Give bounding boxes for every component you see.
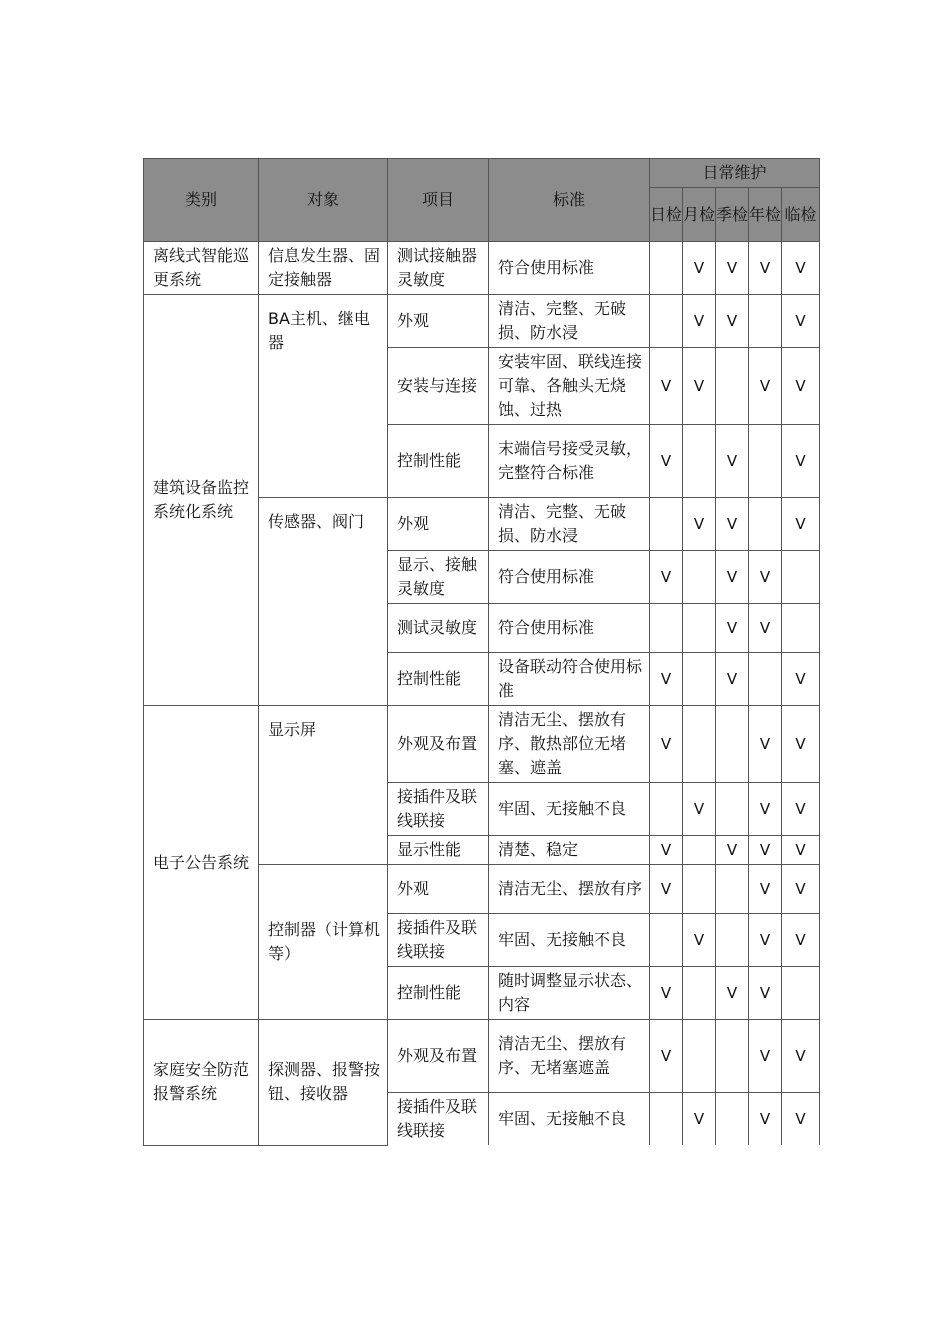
standard-cell: 牢固、无接触不良 <box>489 783 650 836</box>
standard-cell: 符合使用标准 <box>489 551 650 604</box>
yearly-check-cell: V <box>749 1093 782 1146</box>
standard-cell: 末端信号接受灵敏，完整符合标准 <box>489 425 650 498</box>
temporary-check-cell: V <box>782 865 820 914</box>
monthly-check-cell <box>683 865 716 914</box>
item-cell: 测试接触器灵敏度 <box>388 242 489 295</box>
item-cell: 控制性能 <box>388 653 489 706</box>
yearly-check-cell <box>749 425 782 498</box>
table-row <box>144 295 820 348</box>
category-cell: 电子公告系统 <box>144 706 259 1020</box>
daily-check-cell <box>650 604 683 653</box>
item-cell: 安装与连接 <box>388 348 489 425</box>
yearly-check-cell: V <box>749 865 782 914</box>
yearly-check-cell <box>749 653 782 706</box>
quarterly-check-cell <box>716 783 749 836</box>
item-cell: 控制性能 <box>388 425 489 498</box>
yearly-check-cell: V <box>749 348 782 425</box>
yearly-check-cell: V <box>749 836 782 865</box>
item-cell: 外观及布置 <box>388 706 489 783</box>
monthly-check-cell: V <box>683 295 716 348</box>
item-cell: 外观及布置 <box>388 1020 489 1093</box>
item-cell: 接插件及联线联接 <box>388 914 489 967</box>
temporary-check-cell: V <box>782 295 820 348</box>
quarterly-check-cell <box>716 348 749 425</box>
standard-cell: 符合使用标准 <box>489 604 650 653</box>
monthly-check-cell: V <box>683 914 716 967</box>
object-cell: 传感器、阀门 <box>259 498 388 706</box>
header-category: 类别 <box>144 159 259 242</box>
item-cell: 控制性能 <box>388 967 489 1020</box>
temporary-check-cell <box>782 967 820 1020</box>
monthly-check-cell: V <box>683 498 716 551</box>
daily-check-cell: V <box>650 865 683 914</box>
yearly-check-cell <box>749 295 782 348</box>
temporary-check-cell: V <box>782 914 820 967</box>
object-cell: 控制器（计算机等） <box>259 865 388 1020</box>
table-row <box>144 1020 820 1093</box>
standard-cell: 清洁无尘、摆放有序、无堵塞遮盖 <box>489 1020 650 1093</box>
standard-cell: 清洁、完整、无破损、防水浸 <box>489 498 650 551</box>
standard-cell: 清楚、稳定 <box>489 836 650 865</box>
temporary-check-cell <box>782 604 820 653</box>
standard-cell: 安装牢固、联线连接可靠、各触头无烧蚀、过热 <box>489 348 650 425</box>
quarterly-check-cell: V <box>716 604 749 653</box>
quarterly-check-cell <box>716 706 749 783</box>
object-cell: 信息发生器、固定接触器 <box>259 242 388 295</box>
quarterly-check-cell <box>716 865 749 914</box>
quarterly-check-cell <box>716 914 749 967</box>
monthly-check-cell: V <box>683 242 716 295</box>
quarterly-check-cell: V <box>716 653 749 706</box>
yearly-check-cell: V <box>749 914 782 967</box>
daily-check-cell: V <box>650 967 683 1020</box>
temporary-check-cell: V <box>782 425 820 498</box>
monthly-check-cell <box>683 836 716 865</box>
standard-cell: 牢固、无接触不良 <box>489 1093 650 1146</box>
daily-check-cell: V <box>650 348 683 425</box>
maintenance-table <box>143 158 820 1146</box>
quarterly-check-cell <box>716 1093 749 1146</box>
monthly-check-cell: V <box>683 783 716 836</box>
daily-check-cell: V <box>650 551 683 604</box>
temporary-check-cell: V <box>782 783 820 836</box>
temporary-check-cell: V <box>782 836 820 865</box>
header-monthly-check: 月检 <box>683 188 716 242</box>
header-object: 对象 <box>259 159 388 242</box>
daily-check-cell <box>650 1093 683 1146</box>
daily-check-cell: V <box>650 653 683 706</box>
header-standard: 标准 <box>489 159 650 242</box>
category-cell: 家庭安全防范报警系统 <box>144 1020 259 1146</box>
yearly-check-cell: V <box>749 967 782 1020</box>
daily-check-cell <box>650 914 683 967</box>
temporary-check-cell: V <box>782 653 820 706</box>
standard-cell: 牢固、无接触不良 <box>489 914 650 967</box>
daily-check-cell <box>650 242 683 295</box>
daily-check-cell <box>650 498 683 551</box>
daily-check-cell: V <box>650 706 683 783</box>
standard-cell: 随时调整显示状态、内容 <box>489 967 650 1020</box>
object-cell: BA主机、继电器 <box>259 295 388 498</box>
quarterly-check-cell <box>716 1020 749 1093</box>
quarterly-check-cell: V <box>716 498 749 551</box>
category-cell: 离线式智能巡更系统 <box>144 242 259 295</box>
header-daily-check: 日检 <box>650 188 683 242</box>
daily-check-cell <box>650 295 683 348</box>
yearly-check-cell: V <box>749 783 782 836</box>
monthly-check-cell <box>683 1020 716 1093</box>
yearly-check-cell <box>749 498 782 551</box>
standard-cell: 清洁、完整、无破损、防水浸 <box>489 295 650 348</box>
item-cell: 外观 <box>388 498 489 551</box>
monthly-check-cell <box>683 551 716 604</box>
header-quarterly-check: 季检 <box>716 188 749 242</box>
temporary-check-cell <box>782 551 820 604</box>
temporary-check-cell: V <box>782 1093 820 1146</box>
monthly-check-cell <box>683 653 716 706</box>
item-cell: 外观 <box>388 295 489 348</box>
yearly-check-cell: V <box>749 551 782 604</box>
temporary-check-cell: V <box>782 242 820 295</box>
daily-check-cell <box>650 783 683 836</box>
yearly-check-cell: V <box>749 706 782 783</box>
table-row <box>144 242 820 295</box>
temporary-check-cell: V <box>782 1020 820 1093</box>
quarterly-check-cell: V <box>716 242 749 295</box>
item-cell: 显示性能 <box>388 836 489 865</box>
item-cell: 显示、接触灵敏度 <box>388 551 489 604</box>
header-temporary-check: 临检 <box>782 188 820 242</box>
quarterly-check-cell: V <box>716 551 749 604</box>
yearly-check-cell: V <box>749 242 782 295</box>
temporary-check-cell: V <box>782 706 820 783</box>
monthly-check-cell <box>683 604 716 653</box>
monthly-check-cell <box>683 967 716 1020</box>
daily-check-cell: V <box>650 836 683 865</box>
temporary-check-cell: V <box>782 348 820 425</box>
daily-check-cell: V <box>650 425 683 498</box>
daily-check-cell: V <box>650 1020 683 1093</box>
standard-cell: 清洁无尘、摆放有序 <box>489 865 650 914</box>
yearly-check-cell: V <box>749 604 782 653</box>
standard-cell: 清洁无尘、摆放有序、散热部位无堵塞、遮盖 <box>489 706 650 783</box>
item-cell: 接插件及联线联接 <box>388 1093 489 1146</box>
quarterly-check-cell: V <box>716 836 749 865</box>
object-cell: 显示屏 <box>259 706 388 865</box>
quarterly-check-cell: V <box>716 967 749 1020</box>
category-cell: 建筑设备监控系统化系统 <box>144 295 259 706</box>
temporary-check-cell: V <box>782 498 820 551</box>
monthly-check-cell <box>683 706 716 783</box>
quarterly-check-cell: V <box>716 425 749 498</box>
table-row <box>144 706 820 783</box>
monthly-check-cell <box>683 425 716 498</box>
header-daily-maintenance: 日常维护 <box>650 159 820 188</box>
header-item: 项目 <box>388 159 489 242</box>
monthly-check-cell: V <box>683 1093 716 1146</box>
object-cell: 探测器、报警按钮、接收器 <box>259 1020 388 1146</box>
monthly-check-cell: V <box>683 348 716 425</box>
item-cell: 接插件及联线联接 <box>388 783 489 836</box>
item-cell: 外观 <box>388 865 489 914</box>
standard-cell: 设备联动符合使用标准 <box>489 653 650 706</box>
standard-cell: 符合使用标准 <box>489 242 650 295</box>
quarterly-check-cell: V <box>716 295 749 348</box>
item-cell: 测试灵敏度 <box>388 604 489 653</box>
table-body <box>144 242 820 1146</box>
header-yearly-check: 年检 <box>749 188 782 242</box>
yearly-check-cell: V <box>749 1020 782 1093</box>
